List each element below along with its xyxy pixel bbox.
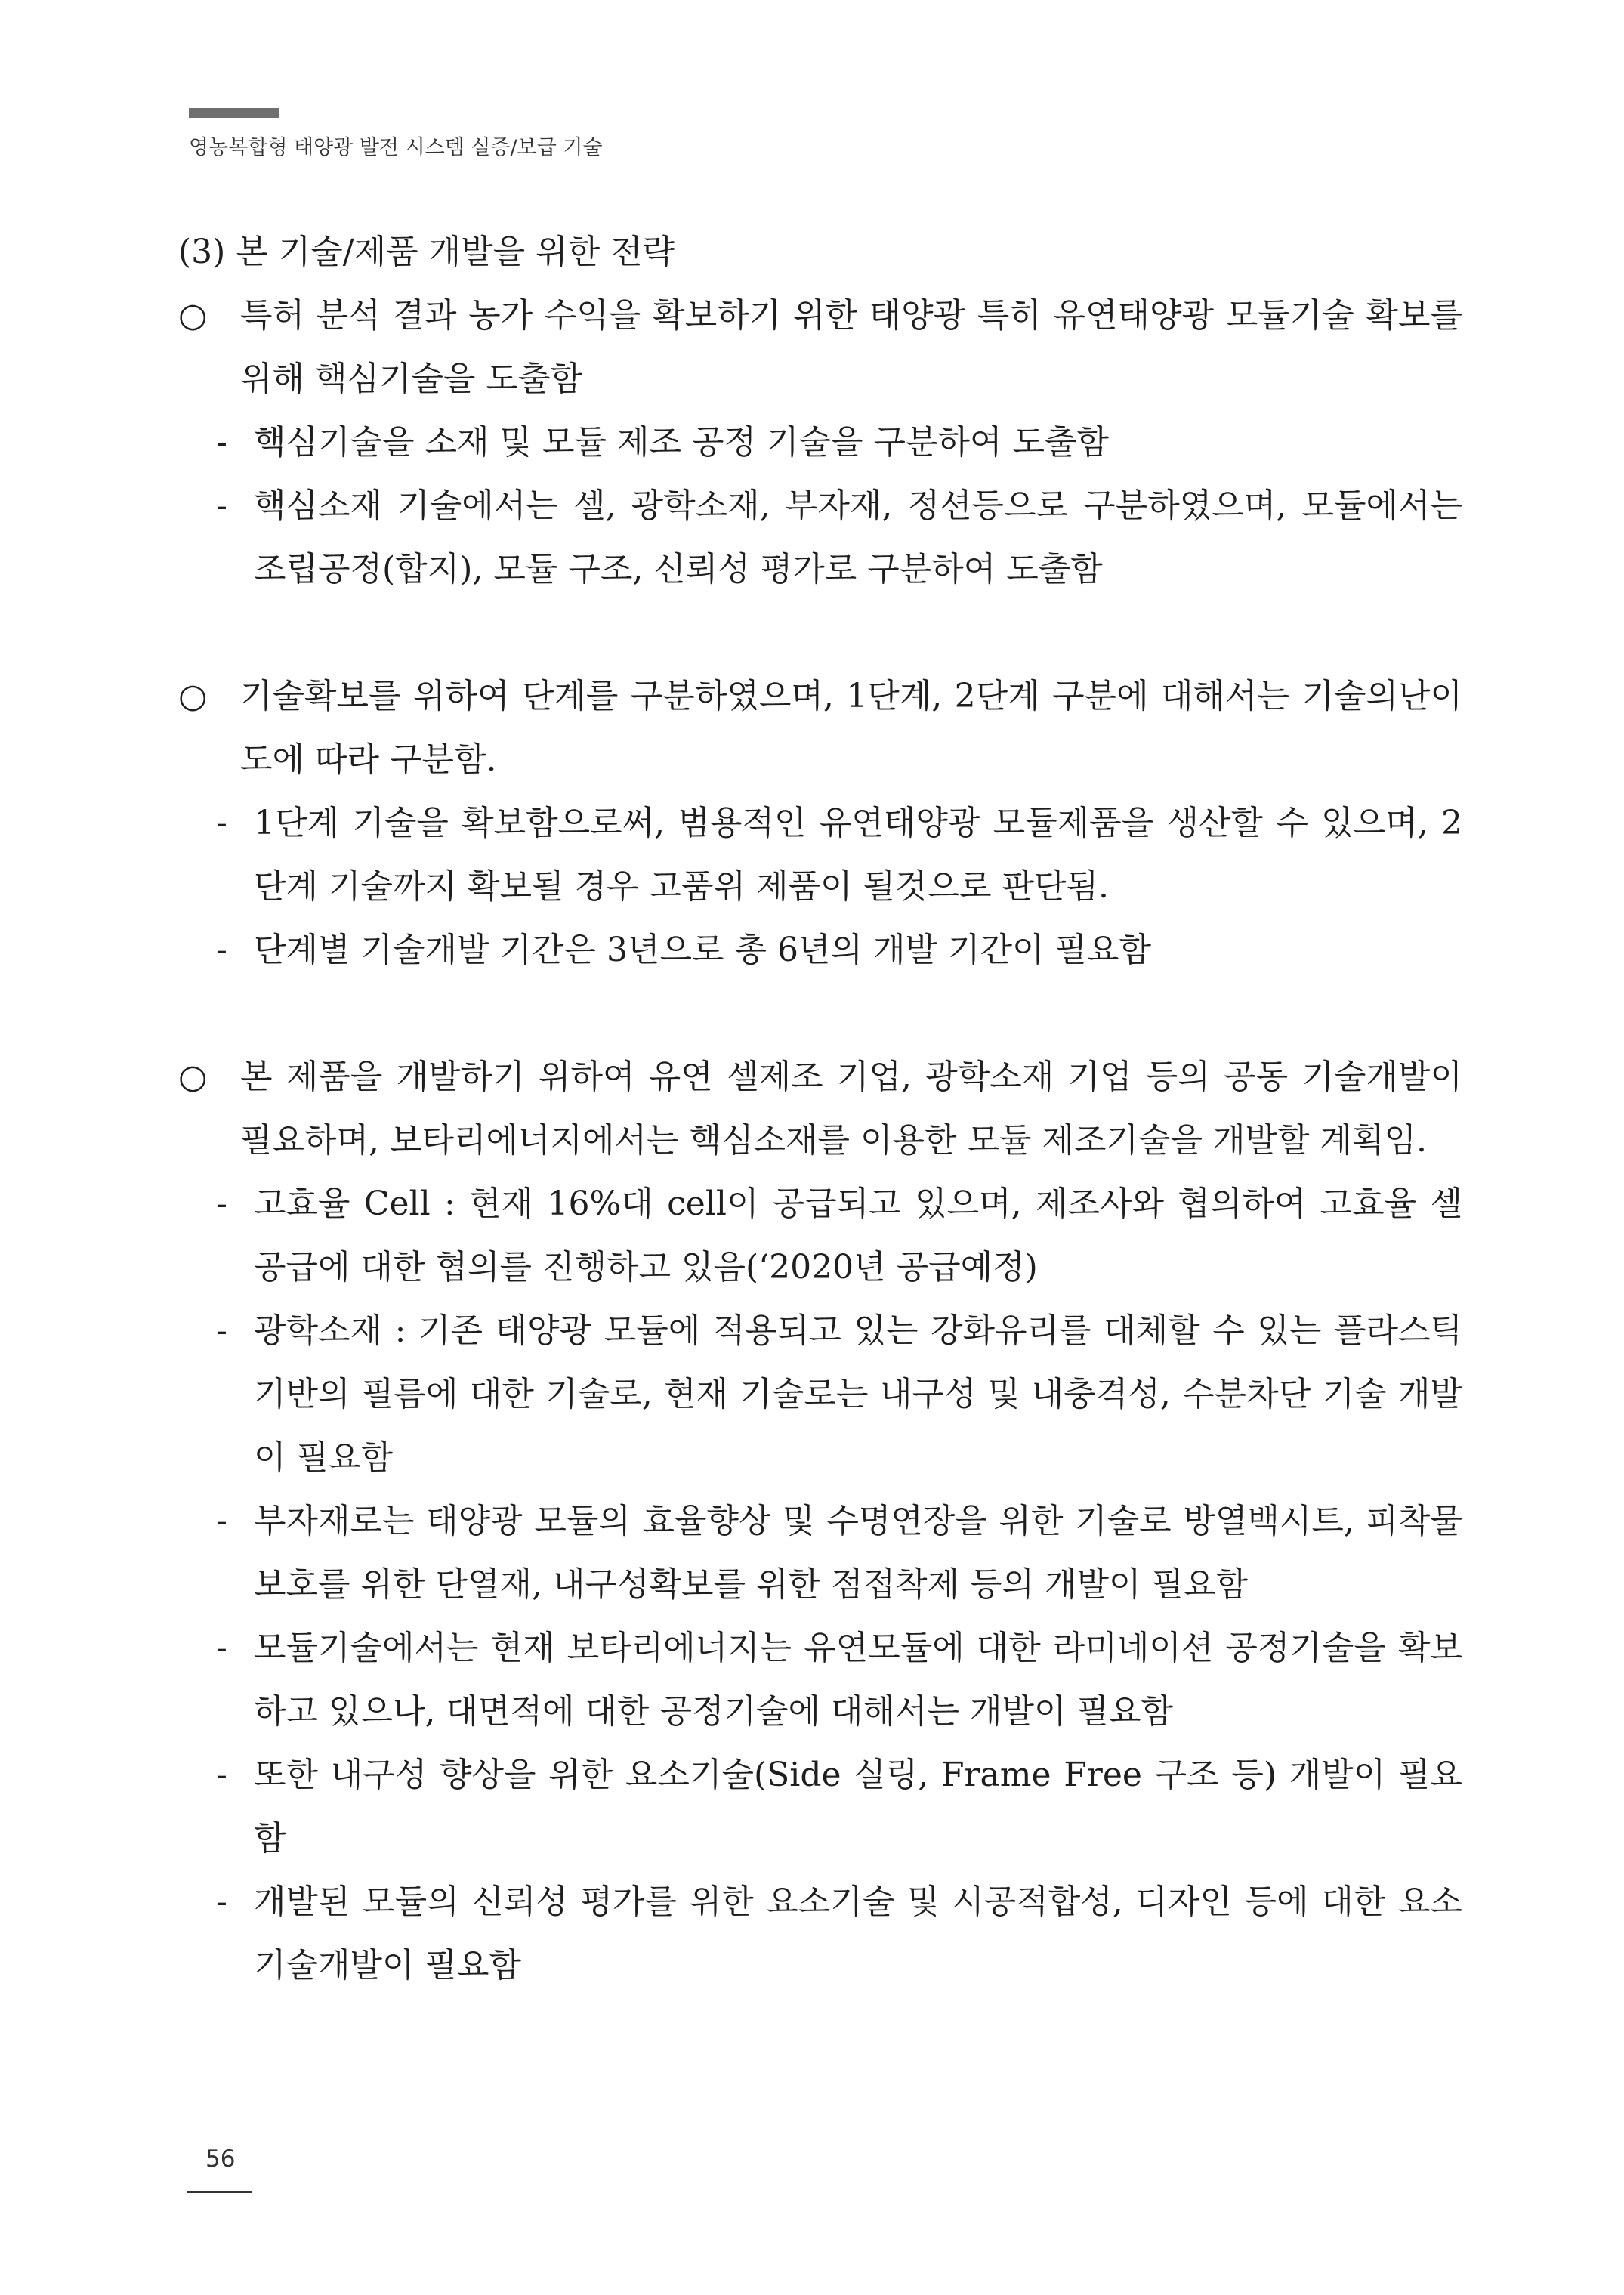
list-item-text: 개발된 모듈의 신뢰성 평가를 위한 요소기술 및 시공적합성, 디자인 등에 대한 요소 기술개발이 필요함 <box>254 1883 1462 1985</box>
strategy-block-2 <box>178 665 1462 792</box>
strategy-block-1 <box>178 284 1462 411</box>
dash-list-item <box>178 919 1462 982</box>
dash-list-item <box>178 474 1462 601</box>
dash-bullet-icon: - <box>216 931 227 969</box>
list-item-text: 단계별 기술개발 기간은 3년으로 총 6년의 개발 기간이 필요함 <box>254 931 1151 969</box>
section-heading: (3) 본 기술/제품 개발을 위한 전략 <box>178 233 675 271</box>
list-item-text: 핵심기술을 소재 및 모듈 제조 공정 기술을 구분하여 도출함 <box>254 423 1109 462</box>
circle-bullet-icon: ○ <box>178 1058 208 1096</box>
header-accent-bar <box>189 108 279 118</box>
list-item-text: 고효율 Cell : 현재 16%대 cell이 공급되고 있으며, 제조사와 협의하여 고효율 셀 공급에 대한 협의를 진행하고 있음(‘2020년 공급예정) <box>254 1185 1462 1286</box>
dash-bullet-icon: - <box>216 1185 227 1223</box>
dash-bullet-icon: - <box>216 486 227 525</box>
strategy-block-3 <box>178 1046 1462 1172</box>
dash-bullet-icon: - <box>216 1883 227 1921</box>
block-text: 기술확보를 위하여 단계를 구분하였으며, 1단계, 2단계 구분에 대해서는 기술의난이도에 따라 구분함. <box>240 677 1462 779</box>
circle-bullet-icon: ○ <box>178 296 208 335</box>
dash-list-item <box>178 1490 1462 1617</box>
dash-bullet-icon: - <box>216 1311 227 1350</box>
list-item-text: 1단계 기술을 확보함으로써, 범용적인 유연태양광 모듈제품을 생산할 수 있으며, 2단계 기술까지 확보될 경우 고품위 제품이 될것으로 판단됨. <box>254 804 1462 906</box>
block-text: 특허 분석 결과 농가 수익을 확보하기 위한 태양광 특히 유연태양광 모듈기술 확보를 위해 핵심기술을 도출함 <box>240 296 1462 398</box>
running-header-title: 영농복합형 태양광 발전 시스템 실증/보급 기술 <box>189 136 603 159</box>
dash-bullet-icon: - <box>216 1756 227 1794</box>
dash-list-item <box>178 1172 1462 1299</box>
list-item-text: 또한 내구성 향상을 위한 요소기술(Side 실링, Frame Free 구조 등) 개발이 필요함 <box>254 1756 1462 1858</box>
dash-bullet-icon: - <box>216 1502 227 1540</box>
list-item-text: 모듈기술에서는 현재 보타리에너지는 유연모듈에 대한 라미네이션 공정기술을 확보하고 있으나, 대면적에 대한 공정기술에 대해서는 개발이 필요함 <box>254 1629 1462 1731</box>
list-item-text: 핵심소재 기술에서는 셀, 광학소재, 부자재, 정션등으로 구분하였으며, 모듈에서는 조립공정(합지), 모듈 구조, 신뢰성 평가로 구분하여 도출함 <box>254 486 1462 588</box>
dash-list-item <box>178 792 1462 919</box>
page-number: 56 <box>205 2145 236 2173</box>
paragraph-spacer <box>178 601 1462 665</box>
main-content <box>178 221 1462 1997</box>
footer-rule <box>187 2191 252 2193</box>
dash-bullet-icon: - <box>216 423 227 462</box>
dash-list-item <box>178 1617 1462 1744</box>
dash-list-item <box>178 1299 1462 1490</box>
list-item-text: 부자재로는 태양광 모듈의 효율향상 및 수명연장을 위한 기술로 방열백시트, 피착물 보호를 위한 단열재, 내구성확보를 위한 점접착제 등의 개발이 필요함 <box>254 1502 1462 1604</box>
circle-bullet-icon: ○ <box>178 677 208 715</box>
dash-list-item <box>178 1870 1462 1997</box>
list-item-text: 광학소재 : 기존 태양광 모듈에 적용되고 있는 강화유리를 대체할 수 있는 플라스틱 기반의 필름에 대한 기술로, 현재 기술로는 내구성 및 내충격성, 수분차단 기술 개발이 필요함 <box>254 1311 1462 1477</box>
dash-list-item <box>178 1744 1462 1870</box>
dash-bullet-icon: - <box>216 804 227 842</box>
paragraph-spacer <box>178 982 1462 1046</box>
dash-bullet-icon: - <box>216 1629 227 1667</box>
block-text: 본 제품을 개발하기 위하여 유연 셀제조 기업, 광학소재 기업 등의 공동 기술개발이 필요하며, 보타리에너지에서는 핵심소재를 이용한 모듈 제조기술을 개발할 계획임. <box>240 1058 1462 1160</box>
dash-list-item <box>178 411 1462 474</box>
